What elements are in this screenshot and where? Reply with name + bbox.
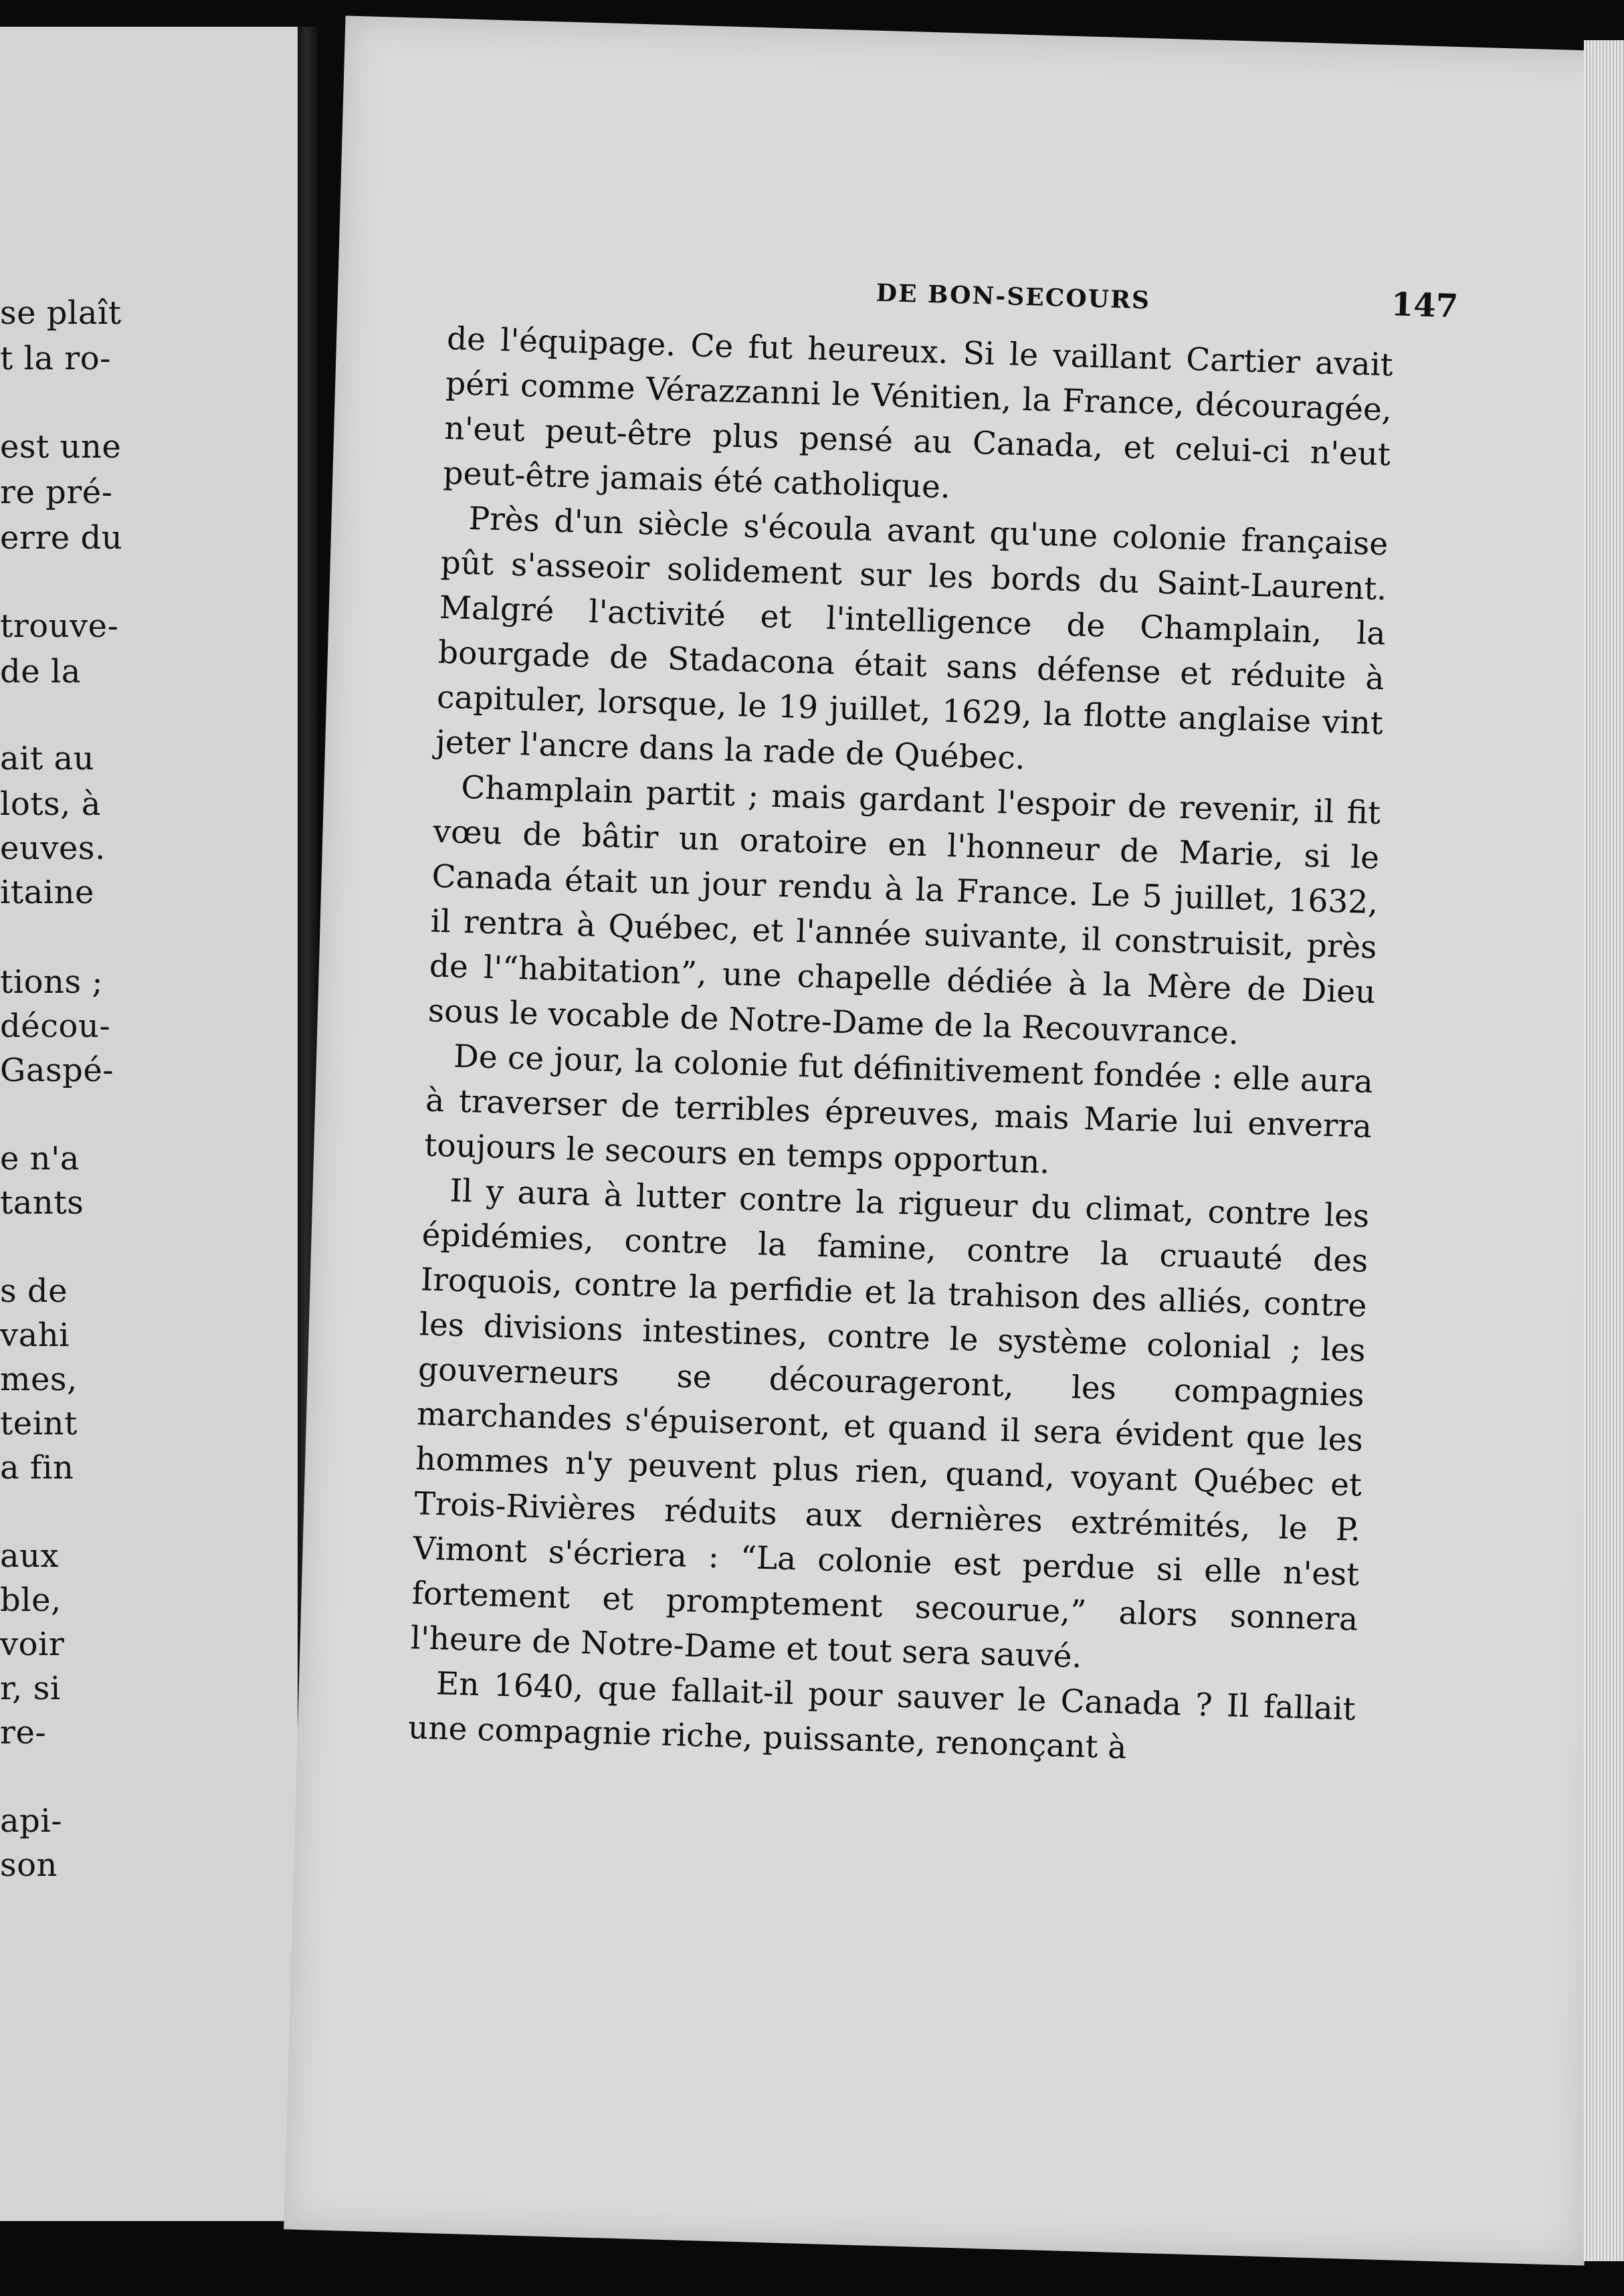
- facing-page-fragment: s de: [0, 1272, 68, 1310]
- facing-page-fragment: trouve-: [0, 607, 119, 645]
- facing-page-fragment: son: [0, 1846, 58, 1884]
- paragraph: En 1640, que fallait-il pour sauver le Canada ? Il fallait une compagnie riche, puissante, renonçant à: [407, 1665, 1356, 1767]
- facing-page-fragment: vahi: [0, 1317, 70, 1354]
- facing-page-fragment: api-: [0, 1802, 62, 1840]
- facing-page-fragment: re pré-: [0, 474, 113, 511]
- facing-page-fragment: Gaspé-: [0, 1052, 114, 1089]
- running-head: DE BON-SECOURS: [876, 278, 1151, 315]
- facing-page-fragment: ait au: [0, 740, 95, 777]
- facing-page-fragment: ble,: [0, 1582, 62, 1619]
- page-147: [284, 15, 1624, 2265]
- facing-page-fragment: e n'a: [0, 1140, 80, 1177]
- facing-page-fragment: tions ;: [0, 963, 104, 1001]
- facing-page-fragment: euves.: [0, 830, 106, 867]
- facing-page-fragment: mes,: [0, 1361, 78, 1398]
- page-header: [819, 270, 1459, 325]
- facing-page-fragment: de la: [0, 653, 81, 690]
- page-edges: [1584, 40, 1624, 2261]
- facing-page-fragment: t la ro-: [0, 340, 111, 377]
- body-text: [407, 316, 1393, 1777]
- paragraph: De ce jour, la colonie fut définitivement fondée : elle aura à traverser de terribles épreuves, mais Marie lui enverra toujours le secours en temps opportun.: [423, 1038, 1374, 1181]
- facing-page-fragment: voir: [0, 1626, 65, 1663]
- facing-page-fragment: a fin: [0, 1449, 74, 1487]
- facing-page-fragment: est une: [0, 428, 122, 466]
- facing-page-fragment: aux: [0, 1537, 60, 1575]
- facing-page-fragment: r, si: [0, 1670, 61, 1707]
- paragraph: Il y aura à lutter contre la rigueur du climat, contre les épidémies, contre la famine, contre la cruauté des Iroquois, contre la perfidie et la trahison des alliés, contre les divisions intestines, contre le système colonial ; les gouverneurs se décourageront, les compagnies marchandes s'épuiseront, et quand il sera évident que les hommes n'y peuvent plus rien, quand, voyant Québec et Trois-Rivières réduits aux dernières extrémités, le P. Vimont s'écriera : “La colonie est perdue si elle n'est fortement et promptement secourue,” alors sonnera l'heure de Notre-Dame et tout sera sauvé.: [410, 1172, 1370, 1676]
- facing-page-fragment: tants: [0, 1184, 84, 1222]
- facing-page-fragment: se plaît: [0, 294, 122, 332]
- paragraph: Près d'un siècle s'écoula avant qu'une colonie française pût s'asseoir solidement sur les bords du Saint-Laurent. Malgré l'activité et l'intelligence de Champlain, la bourgade de Stadacona était sans défense et réduite à capituler, lorsque, le 19 juillet, 1629, la flotte anglaise vint jeter l'ancre dans la rade de Québec.: [435, 500, 1389, 777]
- facing-page-fragment: re-: [0, 1714, 47, 1751]
- facing-page-fragment: itaine: [0, 874, 94, 911]
- facing-page-fragment: erre du: [0, 519, 123, 557]
- page-number: 147: [1391, 286, 1459, 326]
- facing-page-left: [0, 27, 302, 2221]
- facing-page-fragment: lots, à: [0, 785, 101, 823]
- facing-page-fragment: décou-: [0, 1008, 111, 1045]
- facing-page-fragment: teint: [0, 1405, 78, 1442]
- paragraph: Champlain partit ; mais gardant l'espoir de revenir, il fit vœu de bâtir un oratoire en l'honneur de Marie, si le Canada était un jour rendu à la France. Le 5 juillet, 1632, il rentra à Québec, et l'année suivante, il construisit, près de l'“habitation”, une chapelle dédiée à la Mère de Dieu sous le vocable de Notre-Dame de la Recouvrance.: [427, 769, 1381, 1052]
- paragraph: de l'équipage. Ce fut heureux. Si le vaillant Cartier avait péri comme Vérazzanni le Vénitien, la France, découragée, n'eut peut-être plus pensé au Canada, et celui-ci n'eut peut-être jamais été catholique.: [442, 320, 1394, 506]
